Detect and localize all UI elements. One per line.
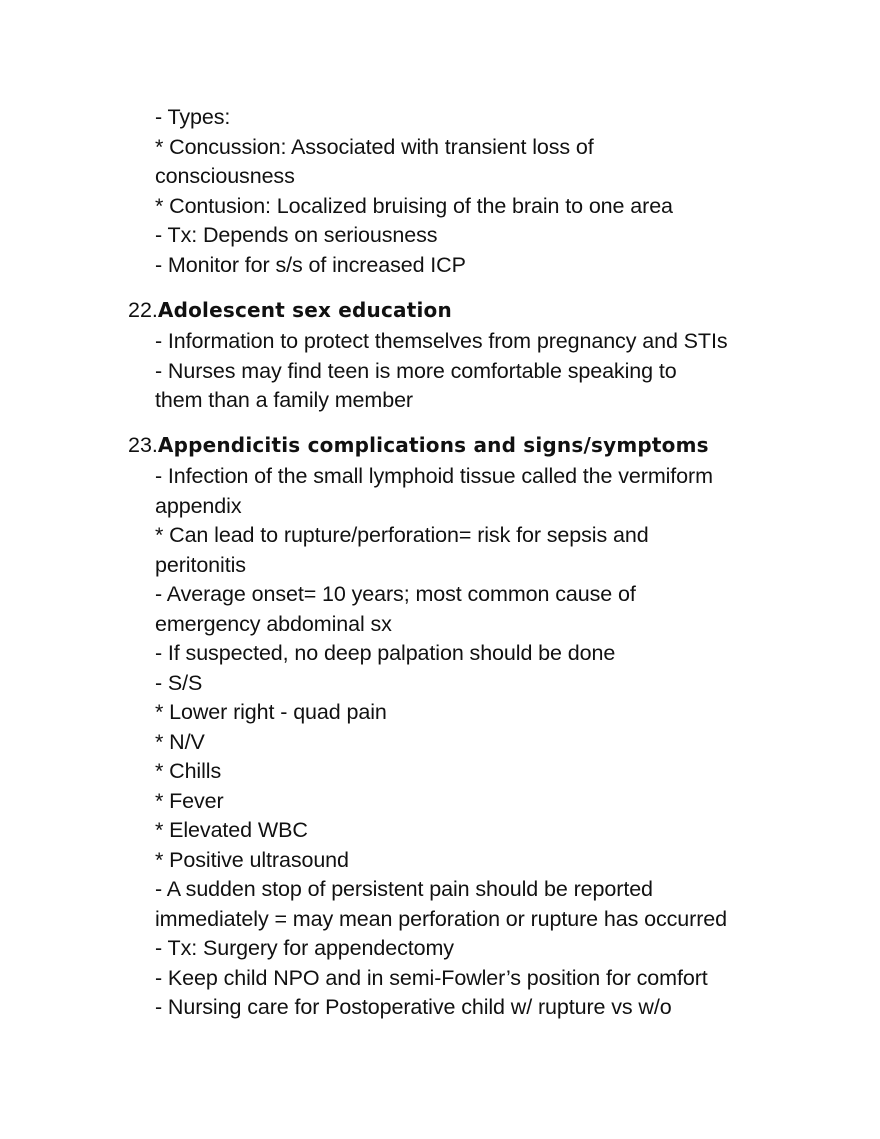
section-23-line: - A sudden stop of persistent pain should be reported [155, 877, 653, 901]
section-22-heading [128, 295, 828, 325]
section-23-line: * N/V [155, 729, 205, 754]
section-23-heading [128, 430, 828, 460]
section-23-line: peritonitis [155, 552, 246, 577]
section-23-line: - Keep child NPO and in semi-Fowler’s position for comfort [155, 965, 708, 990]
section-23-line: - If suspected, no deep palpation should be done [155, 641, 616, 665]
section-23-line: - Nursing care for Postoperative child w/ rupture vs w/o [155, 995, 672, 1019]
section-23-line: * Lower right - quad pain [155, 700, 387, 724]
intro-line: - Monitor for s/s of increased ICP [155, 252, 466, 277]
section-23-title: Appendicitis complications and signs/symptoms [157, 433, 709, 457]
section-23-line: * Positive ultrasound [155, 847, 349, 872]
intro-line: * Contusion: Localized bruising of the brain to one area [155, 193, 673, 218]
section-23-line: - Average onset= 10 years; most common cause of [155, 582, 636, 606]
section-23-line: - S/S [155, 670, 203, 695]
section-22-body [155, 327, 795, 416]
section-23-body [155, 462, 795, 1023]
intro-line: consciousness [155, 164, 295, 188]
section-23-line: * Can lead to rupture/perforation= risk for sepsis and [155, 523, 649, 547]
intro-line: - Tx: Depends on seriousness [155, 223, 438, 247]
section-22-number: 22. [128, 298, 158, 322]
section-23-number: 23. [128, 433, 158, 457]
section-22-line: them than a family member [155, 388, 413, 412]
section-22-line: - Nurses may find teen is more comfortable speaking to [155, 358, 677, 383]
section-23-line: immediately = may mean perforation or rupture has occurred [155, 906, 727, 931]
section-23-line: appendix [155, 493, 242, 518]
section-23-line: emergency abdominal sx [155, 611, 392, 636]
intro-line: * Concussion: Associated with transient loss of [155, 134, 594, 159]
section-22-line: - Information to protect themselves from pregnancy and STIs [155, 329, 728, 353]
section-23-line: * Elevated WBC [155, 818, 308, 842]
section-22-title: Adolescent sex education [157, 298, 452, 322]
intro-line: - Types: [155, 105, 231, 129]
section-23-line: - Infection of the small lymphoid tissue called the vermiform [155, 464, 713, 488]
section-23-line: * Fever [155, 788, 224, 813]
section-23-line: * Chills [155, 759, 222, 783]
intro-text-block [155, 103, 795, 280]
section-23-line: - Tx: Surgery for appendectomy [155, 936, 454, 960]
